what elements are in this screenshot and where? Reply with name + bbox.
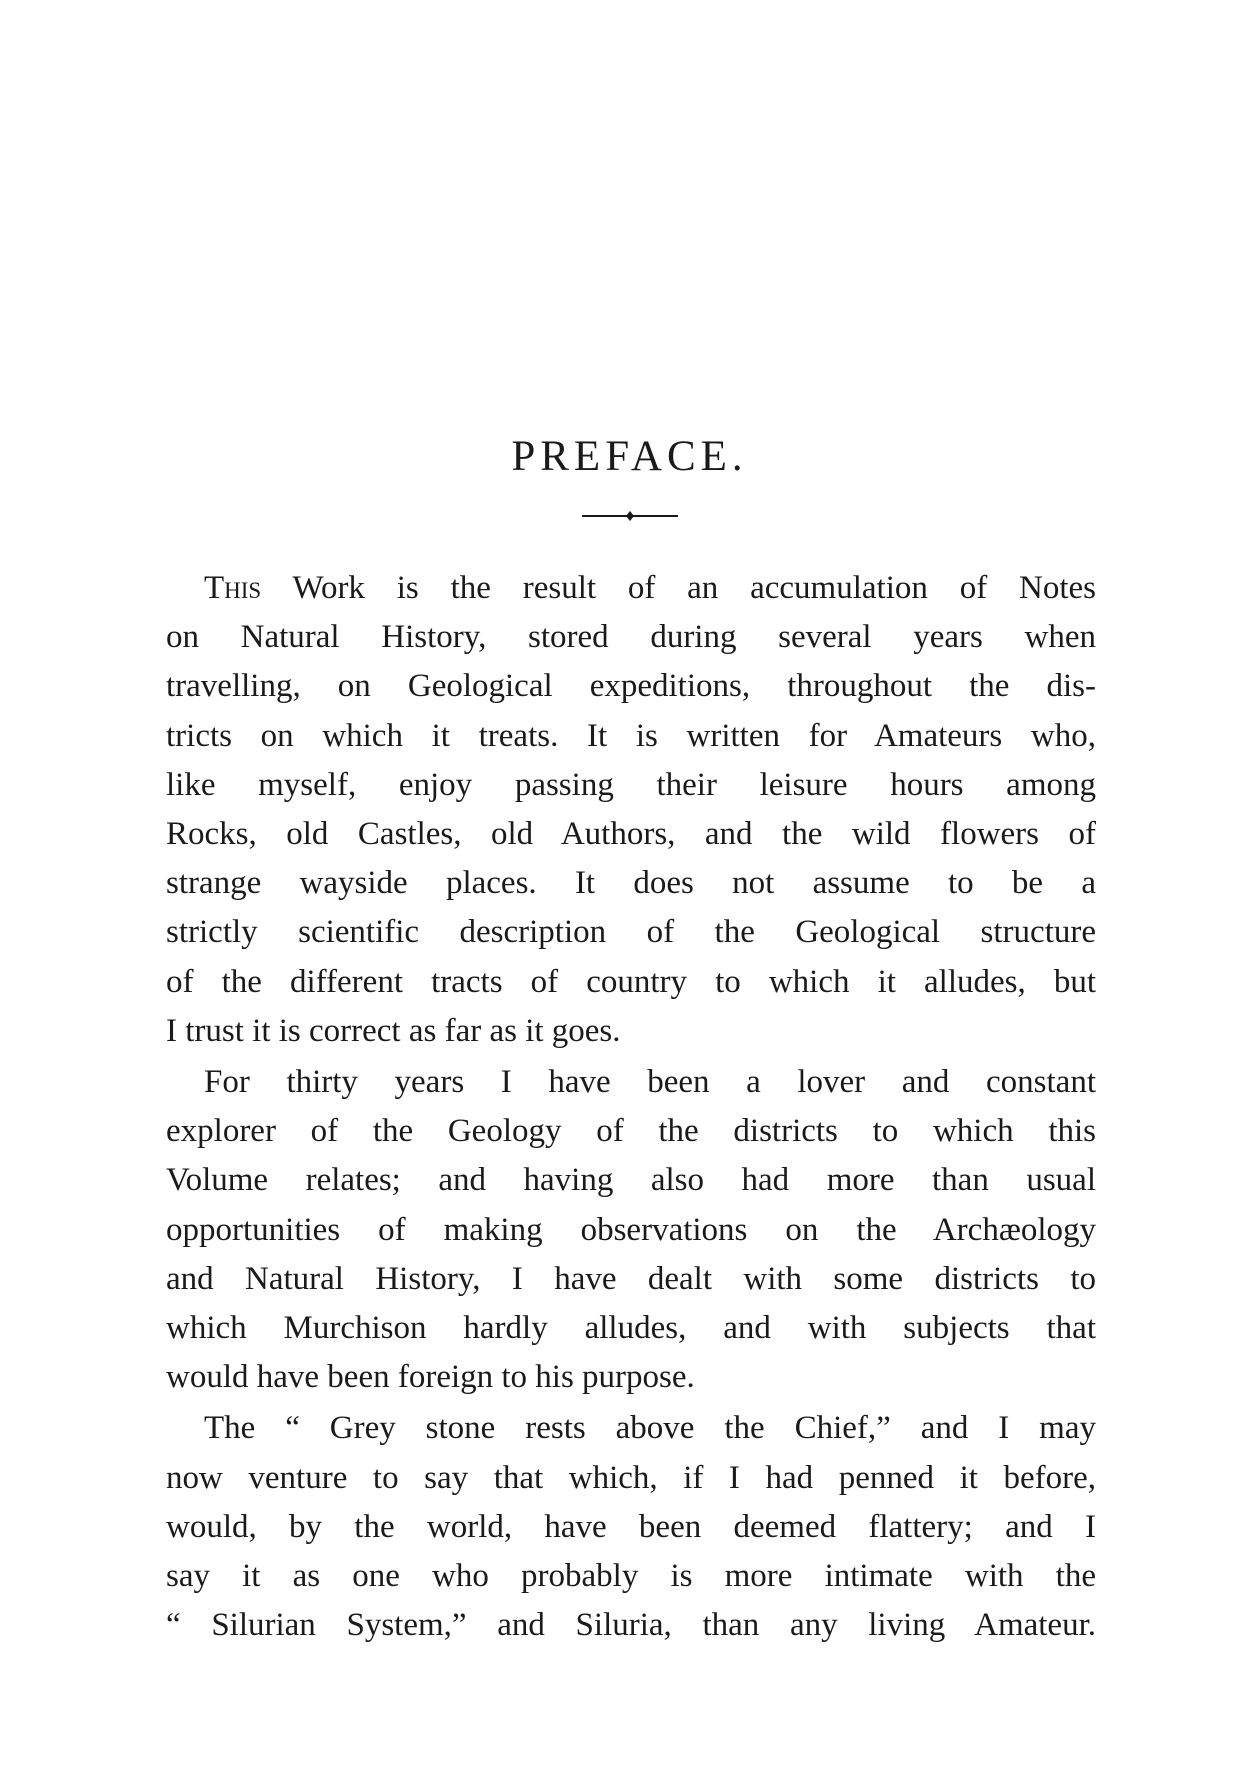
text-line: say it as one who probably is more intimate with the	[166, 1558, 1096, 1595]
text-line: explorer of the Geology of the districts to which this	[166, 1113, 1096, 1150]
paragraph	[166, 564, 1096, 1056]
paragraph	[166, 1058, 1096, 1402]
text-line: Rocks, old Castles, old Authors, and the wild flowers of	[166, 816, 1096, 853]
text-line: “ Silurian System,” and Siluria, than any living Amateur.	[166, 1607, 1096, 1644]
ornament-divider-icon	[582, 510, 678, 522]
text-line: would have been foreign to his purpose.	[166, 1359, 695, 1396]
text-line: Volume relates; and having also had more than usual	[166, 1162, 1096, 1199]
text-line: which Murchison hardly alludes, and with subjects that	[166, 1310, 1096, 1347]
text-line: like myself, enjoy passing their leisure hours among	[166, 766, 1096, 803]
preface-body	[166, 564, 1096, 1652]
text-line: This Work is the result of an accumulation of Notes	[204, 570, 1096, 606]
text-line: travelling, on Geological expeditions, throughout the dis-	[166, 668, 1096, 705]
paragraph	[166, 1404, 1096, 1650]
text-line: strange wayside places. It does not assume to be a	[166, 865, 1096, 902]
text-line: opportunities of making observations on the Archæology	[166, 1211, 1096, 1248]
lead-word: This	[204, 570, 262, 606]
text-line: strictly scientific description of the Geological structure	[166, 914, 1096, 951]
page-title: PREFACE.	[511, 433, 748, 480]
text-line: of the different tracts of country to which it alludes, but	[166, 963, 1096, 1000]
text-line: on Natural History, stored during several years when	[166, 619, 1096, 656]
text-line: would, by the world, have been deemed flattery; and I	[166, 1508, 1096, 1545]
text-line: The “ Grey stone rests above the Chief,” and I may	[204, 1410, 1096, 1447]
text-line: now venture to say that which, if I had penned it before,	[166, 1459, 1096, 1496]
text-line: and Natural History, I have dealt with some districts to	[166, 1260, 1096, 1297]
text-line: For thirty years I have been a lover and constant	[204, 1064, 1096, 1101]
text-line: tricts on which it treats. It is written for Amateurs who,	[166, 717, 1096, 754]
text-line: I trust it is correct as far as it goes.	[166, 1012, 621, 1049]
